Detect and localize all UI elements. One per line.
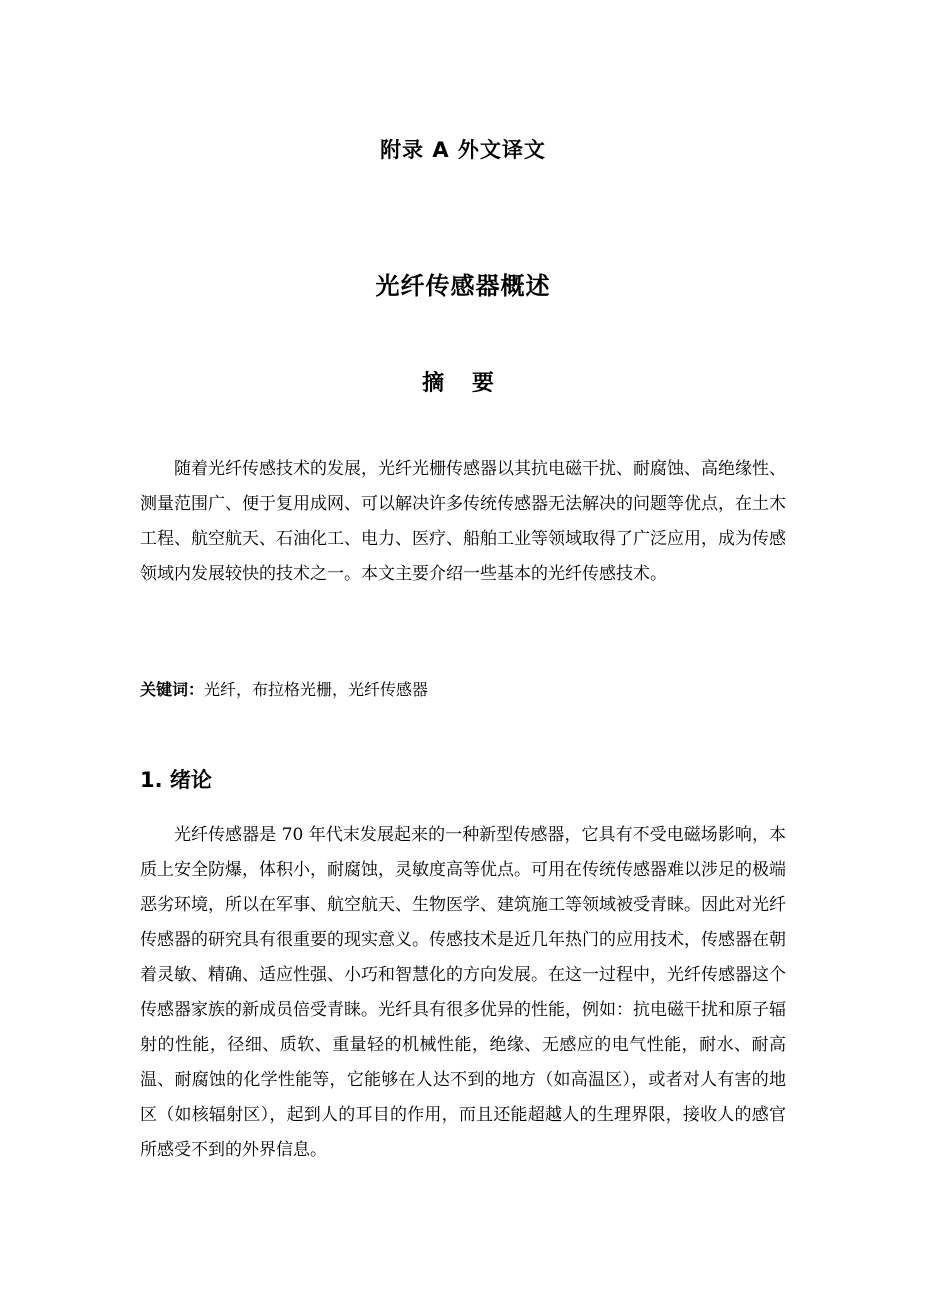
introduction-paragraph: 光纤传感器是 70 年代末发展起来的一种新型传感器，它具有不受电磁场影响，本质上安全防爆，体积小，耐腐蚀，灵敏度高等优点。可用在传统传感器难以涉足的极端恶劣环境，所以在军事、航空航天、生物医学、建筑施工等领域被受青睐。因此对光纤传感器的研究具有很重要的现实意义。传感技术是近几年热门的应用技术，传感器在朝着灵敏、精确、适应性强、小巧和智慧化的方向发展。在这一过程中，光纤传感器这个传感器家族的新成员倍受青睐。光纤具有很多优异的性能，例如：抗电磁干扰和原子辐射的性能，径细、质软、重量轻的机械性能，绝缘、无感应的电气性能，耐水、耐高温、耐腐蚀的化学性能等，它能够在人达不到的地方（如高温区），或者对人有害的地区（如核辐射区），起到人的耳目的作用，而且还能超越人的生理界限，接收人的感官所感受不到的外界信息。 [140, 825, 786, 1160]
appendix-title: 附录 A 外文译文 [380, 138, 546, 162]
section-heading-introduction: 1. 绪论 [140, 768, 212, 792]
keywords-line [140, 676, 786, 704]
abstract-heading: 摘 要 [422, 371, 504, 396]
paper-title: 光纤传感器概述 [375, 272, 551, 300]
keywords-value: 光纤，布拉格光栅，光纤传感器 [204, 680, 429, 699]
abstract-paragraph: 随着光纤传感技术的发展，光纤光栅传感器以其抗电磁干扰、耐腐蚀、高绝缘性、测量范围广、便于复用成网、可以解决许多传统传感器无法解决的问题等优点，在土木工程、航空航天、石油化工、电力、医疗、船舶工业等领域取得了广泛应用，成为传感领域内发展较快的技术之一。本文主要介绍一些基本的光纤传感技术。 [140, 459, 786, 584]
keywords-label: 关键词： [140, 680, 205, 699]
